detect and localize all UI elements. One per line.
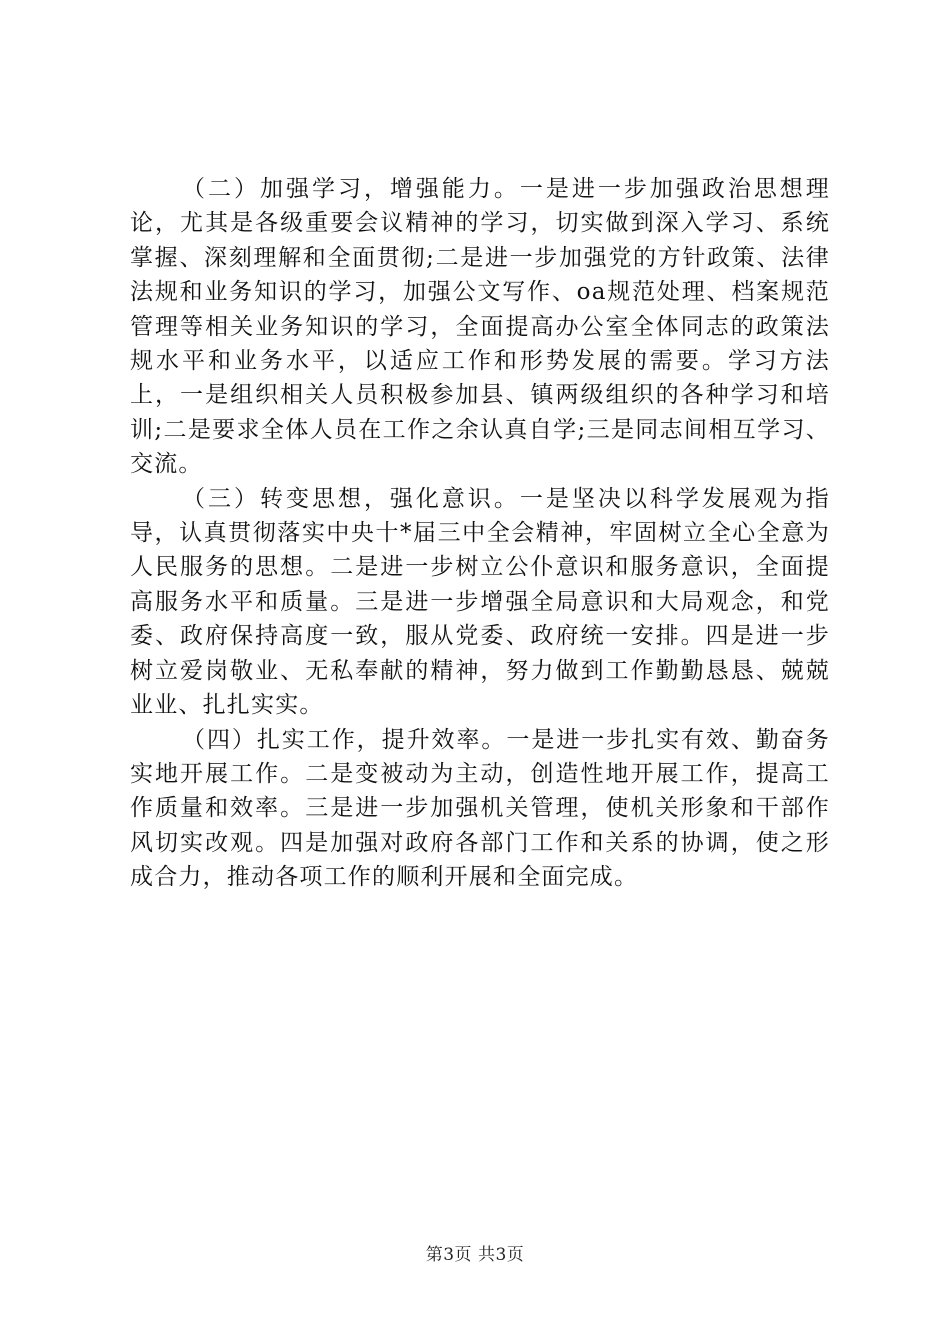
paragraph-work: （四）扎实工作，提升效率。一是进一步扎实有效、勤奋务实地开展工作。二是变被动为主动，创造性地开展工作，提高工作质量和效率。三是进一步加强机关管理，使机关形象和干部作风切实改观。四是加强对政府各部门工作和关系的协调，使之形成合力，推动各项工作的顺利开展和全面完成。 xyxy=(130,726,830,891)
document-body xyxy=(130,172,830,895)
page-number-footer: 第3页 共3页 xyxy=(425,1245,525,1265)
paragraph-study: （二）加强学习，增强能力。一是进一步加强政治思想理论，尤其是各级重要会议精神的学习，切实做到深入学习、系统掌握、深刻理解和全面贯彻;二是进一步加强党的方针政策、法律法规和业务知识的学习，加强公文写作、oa规范处理、档案规范管理等相关业务知识的学习，全面提高办公室全体同志的政策法规水平和业务水平，以适应工作和形势发展的需要。学习方法上，一是组织相关人员积极参加县、镇两级组织的各种学习和培训;二是要求全体人员在工作之余认真自学;三是同志间相互学习、交流。 xyxy=(130,176,830,478)
paragraph-thinking: （三）转变思想，强化意识。一是坚决以科学发展观为指导，认真贯彻落实中央十*届三中全会精神，牢固树立全心全意为人民服务的思想。二是进一步树立公仆意识和服务意识，全面提高服务水平和质量。三是进一步增强全局意识和大局观念，和党委、政府保持高度一致，服从党委、政府统一安排。四是进一步树立爱岗敬业、无私奉献的精神，努力做到工作勤勤恳恳、兢兢业业、扎扎实实。 xyxy=(130,485,830,719)
